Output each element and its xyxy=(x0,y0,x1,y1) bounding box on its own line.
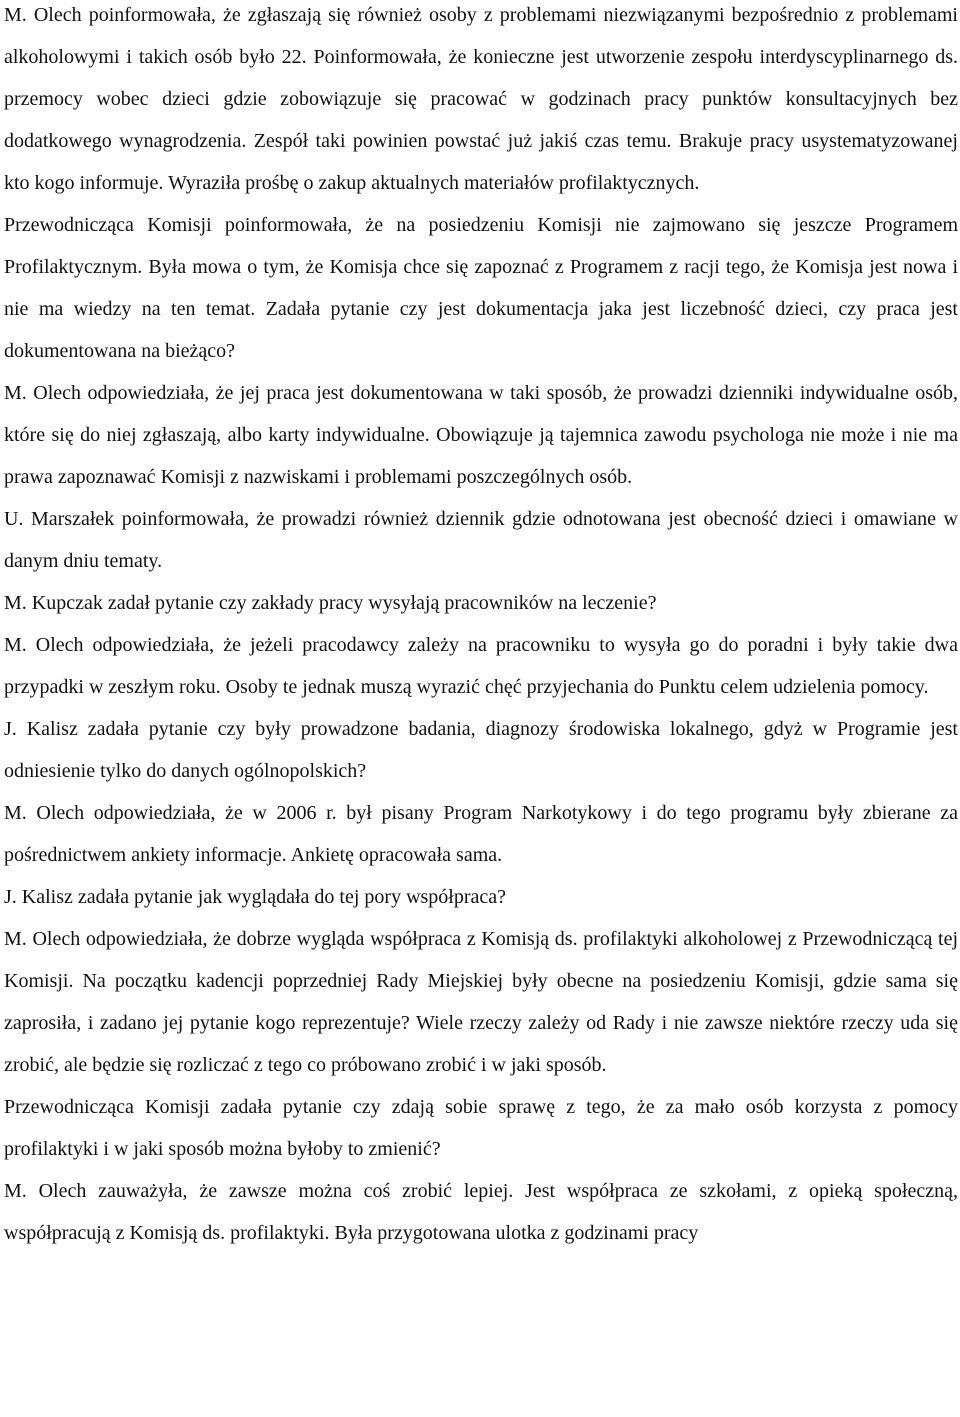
paragraph-kalisz-diagnosis-question: J. Kalisz zadała pytanie czy były prowadzone badania, diagnozy środowiska lokalnego, gdyż w Programie jest odniesienie tylko do danych ogólnopolskich? xyxy=(4,718,958,782)
paragraph-olech-improvement: M. Olech zauważyła, że zawsze można coś zrobić lepiej. Jest współpraca ze szkołami, z opieką społeczną, współpracują z Komisją ds. profilaktyki. Była przygotowana ulotka z godzinami pracy xyxy=(4,1180,958,1244)
paragraph-olech-drug-program: M. Olech odpowiedziała, że w 2006 r. był pisany Program Narkotykowy i do tego programu były zbierane za pośrednictwem ankiety informacje. Ankietę opracowała sama. xyxy=(4,802,958,866)
paragraph-kalisz-cooperation-question: J. Kalisz zadała pytanie jak wyglądała do tej pory współpraca? xyxy=(4,886,507,908)
paragraph-chair-awareness-question: Przewodnicząca Komisji zadała pytanie czy zdają sobie sprawę z tego, że za mało osób korzysta z pomocy profilaktyki i w jaki sposób można byłoby to zmienić? xyxy=(4,1096,958,1160)
paragraph-marszalek-diary: U. Marszałek poinformowała, że prowadzi również dziennik gdzie odnotowana jest obecność dzieci i omawiane w danym dniu tematy. xyxy=(4,508,958,572)
paragraph-olech-cooperation: M. Olech odpowiedziała, że dobrze wygląda współpraca z Komisją ds. profilaktyki alkoholowej z Przewodniczącą tej Komisji. Na początku kadencji poprzedniej Rady Miejskiej były obecne na posiedzeniu Komisji, gdzie sama się zaprosiła, i zadano jej pytanie kogo reprezentuje? Wiele rzeczy zależy od Rady i nie zawsze niektóre rzeczy uda się zrobić, ale będzie się rozliczać z tego co próbowano zrobić i w jaki sposób. xyxy=(4,928,958,1076)
paragraph-olech-documentation: M. Olech odpowiedziała, że jej praca jest dokumentowana w taki sposób, że prowadzi dzienniki indywidualne osób, które się do niej zgłaszają, albo karty indywidualne. Obowiązuje ją tajemnica zawodu psychologa nie może i nie ma prawa zapoznawać Komisji z nazwiskami i problemami poszczególnych osób. xyxy=(4,382,958,488)
paragraph-chair-question: Przewodnicząca Komisji poinformowała, że na posiedzeniu Komisji nie zajmowano się jeszcze Programem Profilaktycznym. Była mowa o tym, że Komisja chce się zapoznać z Programem z racji tego, że Komisja jest nowa i nie ma wiedzy na ten temat. Zadała pytanie czy jest dokumentacja jaka jest liczebność dzieci, czy praca jest dokumentowana na bieżąco? xyxy=(4,214,958,362)
paragraph-olech-report: M. Olech poinformowała, że zgłaszają się również osoby z problemami niezwiązanymi bezpośrednio z problemami alkoholowymi i takich osób było 22. Poinformowała, że konieczne jest utworzenie zespołu interdyscyplinarnego ds. przemocy wobec dzieci gdzie zobowiązuje się pracować w godzinach pracy punktów konsultacyjnych bez dodatkowego wynagrodzenia. Zespół taki powinien powstać już jakiś czas temu. Brakuje pracy usystematyzowanej kto kogo informuje. Wyraziła prośbę o zakup aktualnych materiałów profilaktycznych. xyxy=(4,4,958,194)
paragraph-kupczak-question: M. Kupczak zadał pytanie czy zakłady pracy wysyłają pracowników na leczenie? xyxy=(4,592,657,614)
paragraph-olech-employers: M. Olech odpowiedziała, że jeżeli pracodawcy zależy na pracowniku to wysyła go do poradni i były takie dwa przypadki w zeszłym roku. Osoby te jednak muszą wyrazić chęć przyjechania do Punktu celem udzielenia pomocy. xyxy=(4,634,958,698)
